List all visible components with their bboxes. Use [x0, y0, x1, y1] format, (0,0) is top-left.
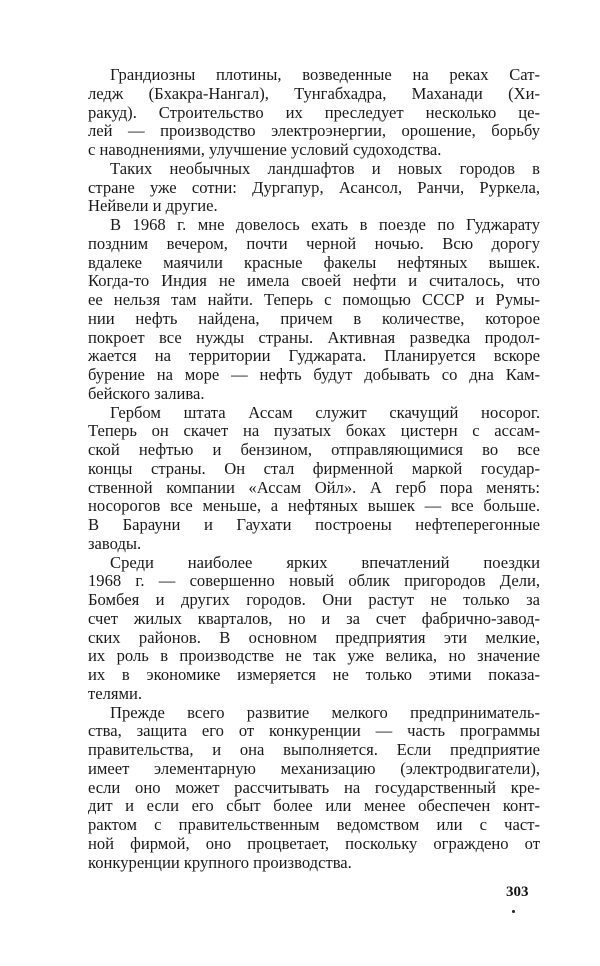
page-number: 303 [506, 884, 529, 900]
text-line: телями. [88, 683, 143, 703]
paragraph [88, 216, 540, 404]
text-line: ракуд). Строительство их преследует несколько це- [88, 102, 540, 122]
text-line: их в экономике измеряется не только этими показа- [88, 665, 540, 684]
text-line: Когда-то Индия не имела своей нефти и считалось, что [88, 271, 540, 291]
paragraph [88, 704, 540, 873]
text-line: их роль в производстве не так уже велика, но значение [88, 646, 540, 666]
text-line: В Барауни и Гаухати построены нефтеперегонные [88, 515, 540, 534]
text-line: ной фирмой, оно процветает, поскольку ограждено от [88, 833, 540, 853]
text-line: нии нефть найдена, причем в количестве, которое [88, 308, 540, 328]
text-line: вдалеке маячили красные факелы нефтяных вышек. [88, 252, 540, 272]
paragraph [88, 66, 540, 160]
text-line: с наводнениями, улучшение условий судоходства. [88, 140, 442, 159]
text-line: носорогов все меньше, а нефтяных вышек — все больше. [88, 496, 540, 516]
text-line: лей — производство электроэнергии, орошение, борьбу [88, 121, 540, 141]
text-line: жается на территории Гуджарата. Планируется вскоре [88, 346, 540, 366]
text-line: концы страны. Он стал фирменной маркой государ- [88, 458, 540, 478]
text-line: ских районов. В основном предприятия эти мелкие, [88, 627, 540, 647]
text-line: Теперь он скачет на пузатых боках цистерн с ассам- [88, 421, 540, 441]
paragraph [88, 554, 540, 704]
text-line: если оно может рассчитывать на государственный кре- [88, 777, 540, 797]
text-line: В 1968 г. мне довелось ехать в поезде по Гуджарату [110, 215, 540, 234]
text-line: бейского залива. [88, 383, 205, 403]
text-line: покроет все нужды страны. Активная разведка продол- [88, 327, 540, 347]
text-line: заводы. [88, 533, 142, 553]
text-line: Нейвели и другие. [88, 196, 218, 216]
paragraph [88, 404, 540, 554]
print-speck [512, 910, 515, 913]
text-line: имеет элементарную механизацию (электродвигатели), [88, 758, 540, 778]
text-line: поздним вечером, почти черной ночью. Всю дорогу [88, 233, 540, 253]
paragraph [88, 160, 540, 216]
text-line: ее нельзя там найти. Теперь с помощью СССР и Румы- [88, 290, 540, 309]
text-line: Прежде всего развитие мелкого предприниматель- [110, 702, 540, 722]
text-line: рактом с правительственным ведомством или с част- [88, 815, 540, 834]
text-line: Грандиозны плотины, возведенные на реках Сат- [110, 65, 540, 84]
text-line: дит и если его сбыт более или менее обеспечен конт- [88, 796, 540, 816]
page-body-text [88, 66, 540, 872]
text-line: ственной компании «Ассам Ойл». А герб пора менять: [88, 477, 540, 497]
text-line: ской нефтью и бензином, отправляющимися во все [88, 440, 540, 459]
text-line: бурение на море — нефть будут добывать со дна Кам- [88, 365, 540, 384]
text-line: Среди наиболее ярких впечатлений поездки [110, 552, 540, 572]
text-line: стране уже сотни: Дургапур, Асансол, Ранчи, Руркела, [88, 177, 540, 197]
text-line: 1968 г. — совершенно новый облик пригородов Дели, [88, 571, 540, 591]
text-line: ства, защита его от конкуренции — часть программы [88, 721, 540, 741]
text-line: конкуренции крупного производства. [88, 852, 352, 872]
text-line: счет жилых кварталов, но и за счет фабрично-завод- [88, 608, 540, 628]
text-line: Бомбея и других городов. Они растут не только за [88, 590, 540, 609]
text-line: ледж (Бхакра-Нангал), Тунгабхадра, Маханади (Хи- [88, 83, 540, 103]
text-line: Гербом штата Ассам служит скачущий носорог. [110, 402, 540, 422]
text-line: правительства, и она выполняется. Если предприятие [88, 740, 540, 759]
text-line: Таких необычных ландшафтов и новых городов в [110, 158, 540, 178]
